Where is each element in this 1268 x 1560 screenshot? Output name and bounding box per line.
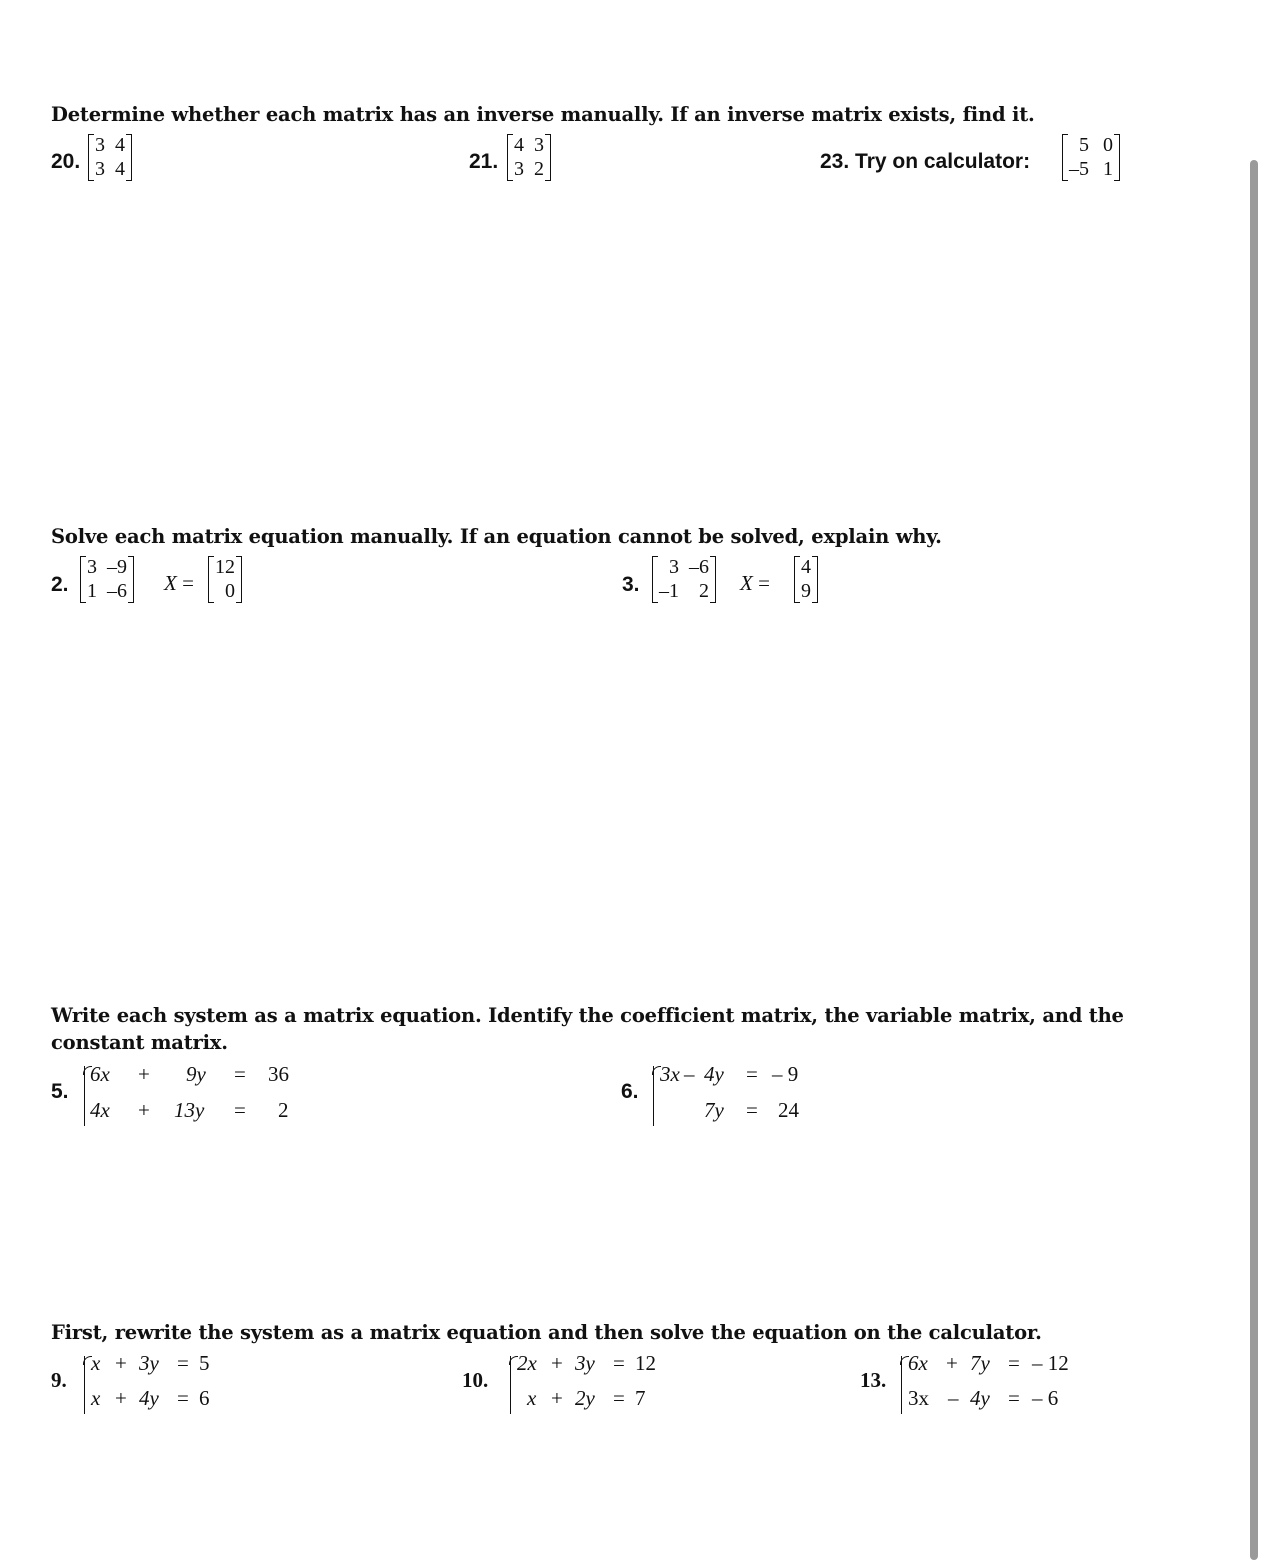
constant: 5	[199, 1351, 210, 1375]
operator: –	[948, 1386, 959, 1410]
matrix-cell: 4	[115, 158, 125, 180]
matrix-cell: 0	[225, 580, 235, 602]
variable-label: X	[740, 571, 753, 595]
term: 7y	[970, 1351, 990, 1375]
matrix	[1062, 134, 1120, 181]
matrix	[88, 134, 132, 181]
variable-x	[740, 571, 770, 596]
term: 2y	[575, 1386, 595, 1410]
matrix-cell: 4	[514, 134, 524, 156]
operator: +	[551, 1351, 563, 1375]
term: 3x	[908, 1386, 929, 1410]
heading-matrix-equation: Solve each matrix equation manually. If an equation cannot be solved, explain why.	[51, 525, 942, 548]
matrix-cell: –5	[1069, 158, 1089, 180]
constant: 24	[778, 1098, 799, 1122]
problem-number: 10.	[462, 1368, 489, 1392]
equals-sign: =	[234, 1062, 246, 1086]
operator: +	[115, 1351, 127, 1375]
term: 3y	[575, 1351, 595, 1375]
term: 3x	[660, 1062, 680, 1086]
matrix-cell: 3	[514, 158, 524, 180]
constant: 36	[268, 1062, 289, 1086]
matrix-cell: 5	[1079, 134, 1089, 156]
term: x	[91, 1386, 101, 1410]
heading-inverse: Determine whether each matrix has an inverse manually. If an inverse matrix exists, find it.	[51, 103, 1035, 126]
matrix-cell: 4	[115, 134, 125, 156]
heading-line: Write each system as a matrix equation. Identify the coefficient matrix, the variable matrix, and the	[51, 1004, 1124, 1027]
matrix-cell: 3	[669, 556, 679, 578]
matrix-cell: 1	[87, 580, 97, 602]
term: 4x	[90, 1098, 110, 1122]
equals-sign: =	[1008, 1351, 1020, 1375]
term: 7y	[704, 1098, 724, 1122]
term: 4y	[970, 1386, 990, 1410]
constant: 6	[199, 1386, 210, 1410]
coefficient-matrix	[80, 556, 134, 603]
constant: 2	[278, 1098, 289, 1122]
constant: 12	[635, 1351, 656, 1375]
term: 4y	[704, 1062, 724, 1086]
operator: –	[684, 1062, 695, 1086]
term: x	[527, 1386, 537, 1410]
term: x	[91, 1351, 101, 1375]
matrix-cell: 0	[1103, 134, 1113, 156]
constant: – 6	[1032, 1386, 1059, 1410]
equals-sign: =	[177, 1386, 189, 1410]
equals-sign: =	[182, 571, 194, 595]
problem-number: 2.	[51, 573, 69, 596]
matrix-cell: 2	[699, 580, 709, 602]
operator: +	[946, 1351, 958, 1375]
matrix-cell: 3	[95, 158, 105, 180]
equals-sign: =	[746, 1098, 758, 1122]
equals-sign: =	[1008, 1386, 1020, 1410]
matrix-cell: 3	[534, 134, 544, 156]
constant: – 9	[772, 1062, 799, 1086]
matrix-cell: 3	[87, 556, 97, 578]
term: 4y	[139, 1386, 159, 1410]
term: 2x	[517, 1351, 537, 1375]
matrix-cell: 9	[801, 580, 811, 602]
variable-label: X	[164, 571, 177, 595]
term: 3y	[139, 1351, 159, 1375]
heading-calculator: First, rewrite the system as a matrix equation and then solve the equation on the calculator.	[51, 1321, 1042, 1344]
operator: +	[551, 1386, 563, 1410]
problem-number: 21.	[469, 150, 499, 173]
matrix-cell: –6	[689, 556, 709, 578]
vertical-scrollbar[interactable]	[1250, 160, 1258, 1560]
term: 6x	[90, 1062, 110, 1086]
equals-sign: =	[613, 1351, 625, 1375]
matrix-cell: –1	[659, 580, 679, 602]
heading-line: constant matrix.	[51, 1031, 228, 1054]
matrix-cell: 4	[801, 556, 811, 578]
matrix-cell: 1	[1103, 158, 1113, 180]
equals-sign: =	[613, 1386, 625, 1410]
coefficient-matrix	[652, 556, 716, 603]
matrix-cell: –9	[107, 556, 127, 578]
matrix-cell: 12	[215, 556, 235, 578]
constant: – 12	[1032, 1351, 1069, 1375]
operator: +	[138, 1098, 150, 1122]
equals-sign: =	[746, 1062, 758, 1086]
operator: +	[138, 1062, 150, 1086]
equals-sign: =	[234, 1098, 246, 1122]
term: 9y	[186, 1062, 206, 1086]
matrix-cell: 2	[534, 158, 544, 180]
constant-matrix	[208, 556, 242, 603]
problem-number: 13.	[860, 1368, 887, 1392]
variable-x	[164, 571, 194, 596]
constant: 7	[635, 1386, 646, 1410]
problem-number: 9.	[51, 1368, 67, 1392]
problem-number: 6.	[621, 1080, 639, 1103]
problem-number: 23. Try on calculator:	[820, 150, 1031, 173]
term: 13y	[174, 1098, 205, 1122]
matrix-cell: –6	[107, 580, 127, 602]
equals-sign: =	[177, 1351, 189, 1375]
problem-number: 3.	[622, 573, 640, 596]
problem-number: 5.	[51, 1080, 69, 1103]
operator: +	[115, 1386, 127, 1410]
term: 6x	[908, 1351, 928, 1375]
heading-write-system	[51, 1002, 1124, 1056]
matrix-cell: 3	[95, 134, 105, 156]
problem-number: 20.	[51, 150, 81, 173]
constant-matrix	[794, 556, 818, 603]
equals-sign: =	[758, 571, 770, 595]
matrix	[507, 134, 551, 181]
